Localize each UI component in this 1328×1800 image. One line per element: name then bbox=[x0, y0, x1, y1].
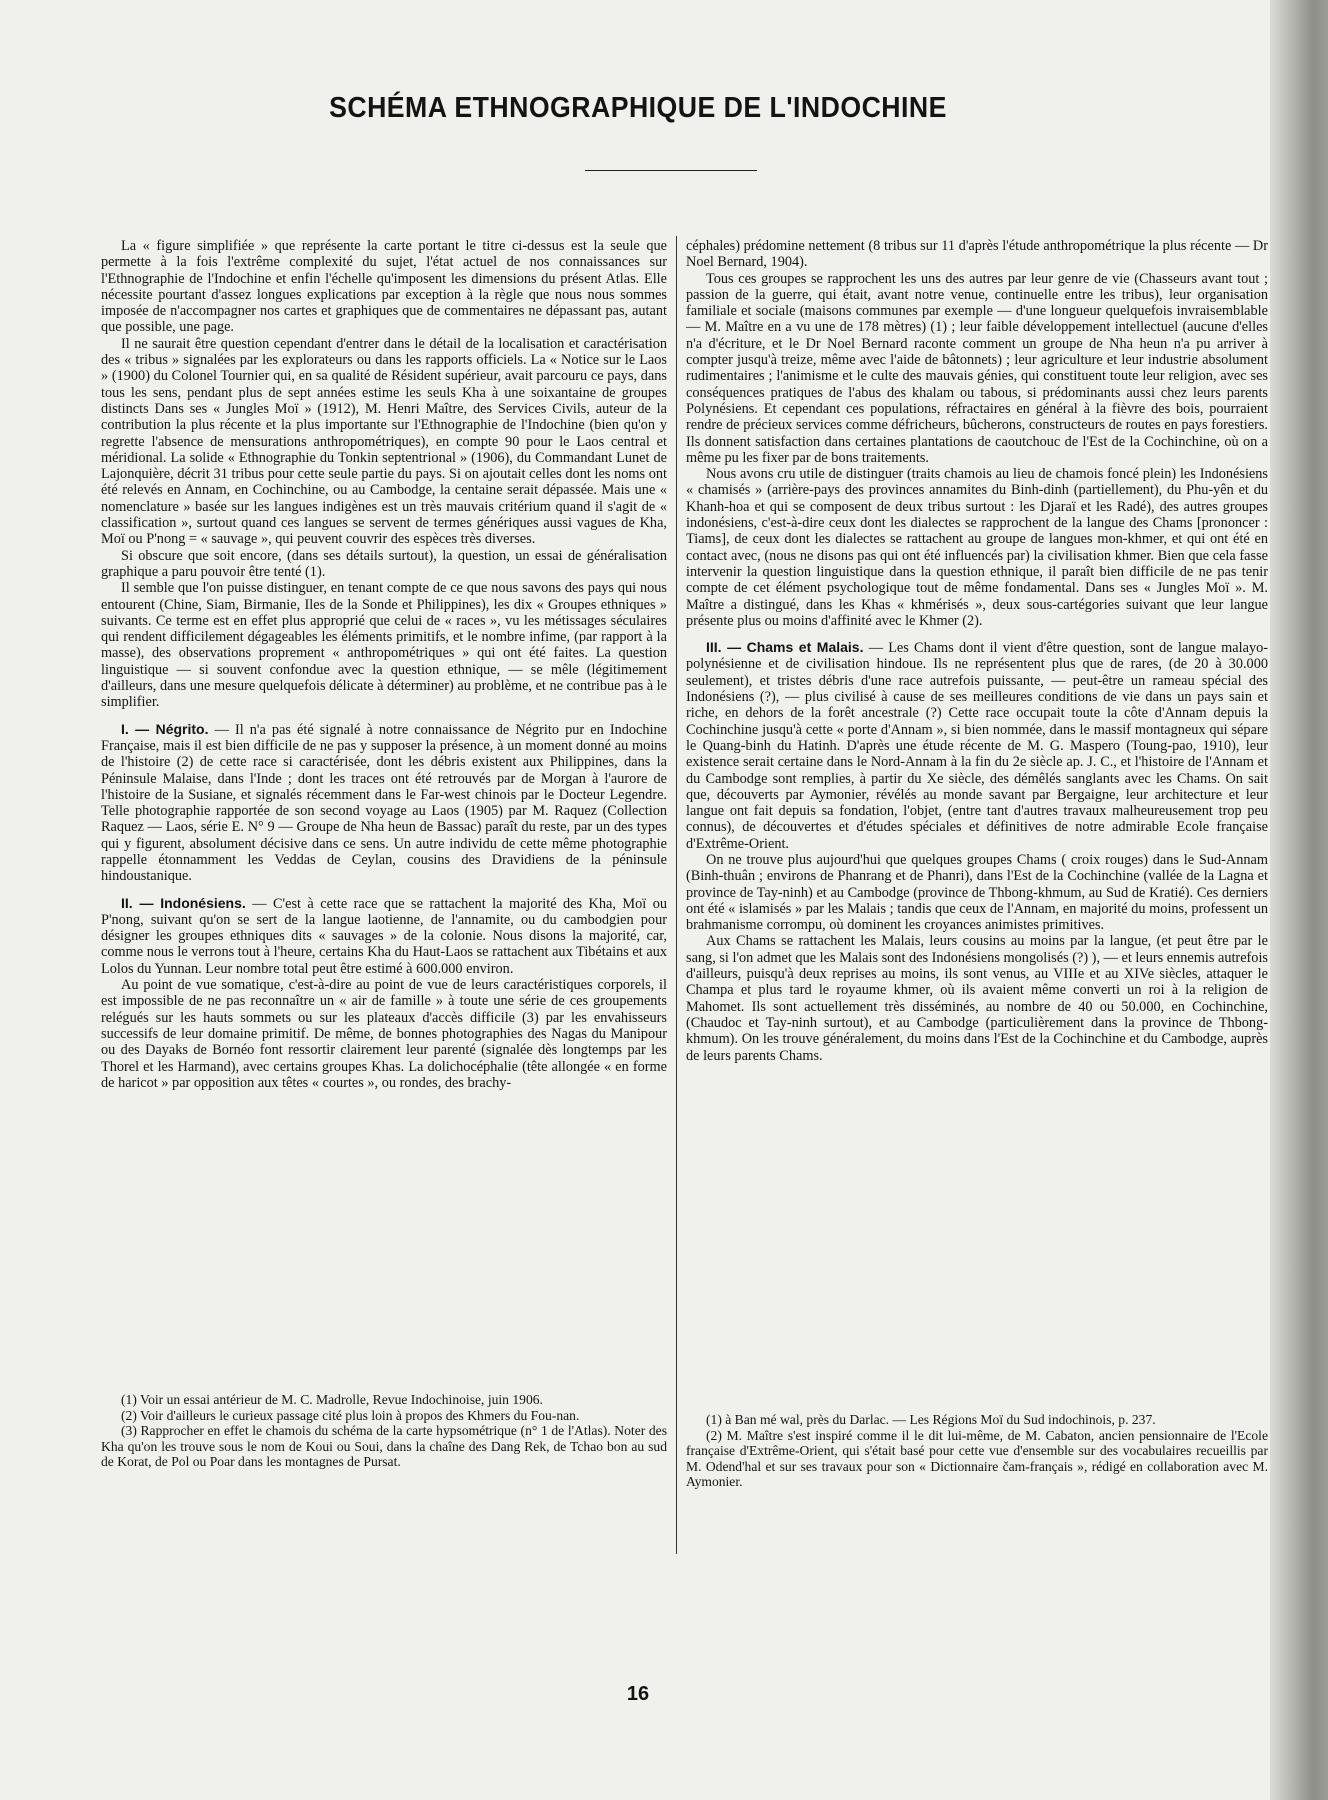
intro-paragraph-2: Il ne saurait être question cependant d'entrer dans le détail de la localisation et caractérisation des « tribus » signalées par les explorateurs ou dans les rapports officiels. La « Notice sur le Laos » (1900) du Colonel Tournier qui, en sa qualité de Résident supérieur, avait parcouru ce pays, dans tous les sens, pendant plus de sept années estime les seuls Kha à une soixantaine de groupes distincts Dans ses « Jungles Moï » (1912), M. Henri Maître, des Services Civils, auteur de la contribution la plus récente et la plus importante sur l'Ethnographie de l'Indochine (bien qu'on y regrette l'absence de mensurations anthropométriques), en compte 90 pour le Laos central et méridional. La solide « Ethnographie du Tonkin septentrional » (1906), du Commandant Lunet de Lajonquière, décrit 31 tribus pour cette seule partie du pays. Si on ajoutait celles dont les noms ont été relevés en Annam, en Cochinchine, ou au Cambodge, la centaine serait dépassée. Mais une « nomenclature » basée sur les langues indigènes est un très mauvais critérium quand il s'agit de « classification », surtout quand ces langues se servent de termes génériques aussi vagues de Kha, Moï ou P'nong = « sauvage », qui peuvent couvrir des espèces très diverses. bbox=[101, 335, 667, 548]
continued-paragraph: céphales) prédomine nettement (8 tribus sur 11 d'après l'étude anthropométrique la plus récente — Dr Noel Bernard, 1904). bbox=[686, 238, 1268, 271]
section-text-chams-malais: — Les Chams dont il vient d'être question, sont de langue malayo-polynésienne et de civilisation hindoue. Ils ne représentent plus que de rares, (de 20 à 30.000 seulement), et tristes débris d'une race autrefois puissante, — peut-être un rameau spécial des Indonésiens (?), — plus civilisé à cause de ses meilleures conditions de vie dans un pays sain et riche, en dehors de la forêt ancestrale (?) Cette race occupait toute la côte d'Annam depuis la Cochinchine jusqu'à cette « porte d'Annam », si bien nommée, dans le massif montagneux qui sépare le Quang-binh du Hatinh. D'après une étude récente de M. G. Maspero (Toung-pao, 1910), leur existence serait certaine dans le Nord-Annam à la fin du 2e siècle ap. J. C., et l'histoire de l'Annam et du Cambodge sont remplies, à partir du Xe siècle, des démêlés sanglants avec les Chams. On sait que, découverts par Aymonier, révélés au monde savant par Bergaigne, leur architecture et leur langue ont fait depuis sa fondation, l'objet, (entre tant d'autres travaux malheureusement trop peu connus), de découvertes et d'études spéciales et définitives de notre admirable Ecole française d'Extrême-Orient. bbox=[686, 640, 1268, 852]
intro-paragraph-3: Si obscure que soit encore, (dans ses détails surtout), la question, un essai de généralisation graphique a paru pouvoir être tenté (1). bbox=[101, 547, 667, 580]
section-chams-malais bbox=[686, 639, 1268, 852]
right-paragraph-3: Nous avons cru utile de distinguer (traits chamois au lieu de chamois foncé plein) les Indonésiens « chamisés » (arrière-pays des provinces annamites du Binh-dinh (partiellement), du Phu-yên et du Khanh-hoa et qui se composent de deux tribus surtout : les Djaraï et les Radé), des autres groupes indonésiens, c'est-à-dire ceux dont les dialectes se rapprochent de la langue des Chams [prononcer : Tiams], de ceux dont les dialectes se rattachent au groupe de langues mon-khmer, et qui ont été en contact avec, (nous ne disons pas qui ont été influencés par) la civilisation khmer. Bien que cela fasse intervenir la question linguistique dans la question ethnique, il paraît bien difficile de ne pas tenir compte de cet élément psychologique tout de même fondamental. Dans ses « Jungles Moï ». M. Maître a distingué, dans les Khas « khmérisés », deux sous-cartégories suivant que leur langue présente plus ou moins d'affinité avec le Khmer (2). bbox=[686, 466, 1268, 629]
footnote-left-3: (3) Rapprocher en effet le chamois du schéma de la carte hypsométrique (n° 1 de l'Atlas). Noter des Kha qu'on les trouve sous le nom de Koui ou Soui, dans la chaîne des Dang Rek, de Tchao bon au sud de Korat, de Pol ou Poar dans les montagnes de Pursat. bbox=[101, 1423, 667, 1470]
section-negrito bbox=[101, 721, 667, 885]
section-chams-paragraph-3: Aux Chams se rattachent les Malais, leurs cousins au moins par la langue, (et peut être par le sang, si l'on admet que les Malais sont des Indonésiens mongolisés (?) ), — et leurs ennemis autrefois d'ailleurs, puisqu'à deux reprises au moins, ils sont venus, au VIIIe et au XIVe siècles, attaquer le Champa et plus tard le royaume khmer, où ils avaient même converti un roi à la religion de Mahomet. Ils sont actuellement très disséminés, au nombre de 40 ou 50.000, en Cochinchine, (Chaudoc et Tay-ninh surtout), et au Cambodge (particulièrement dans la province de Thbong-khmum). On les trouve généralement, du moins dans l'Est de la Cochinchine et du Cambodge, auprès de leurs parents Chams. bbox=[686, 933, 1268, 1064]
column-divider bbox=[676, 236, 677, 1554]
intro-paragraph-1: La « figure simplifiée » que représente la carte portant le titre ci-dessus est la seule que permette à la fois l'extrême complexité du sujet, l'état actuel de nos connaissances sur l'Ethnographie de l'Indochine et enfin l'échelle qu'imposent les dimensions du présent Atlas. Elle nécessite pourtant d'assez longues explications par exception à la règle que nous nous sommes imposée de n'accompagner nos cartes et graphiques que de commentaires ne dépassant pas, autant que possible, une page. bbox=[101, 238, 667, 336]
footnote-left-2: (2) Voir d'ailleurs le curieux passage cité plus loin à propos des Khmers du Fou-nan. bbox=[121, 1407, 580, 1423]
footnotes-left bbox=[101, 1392, 667, 1470]
section-heading-indonesiens: II. — Indonésiens. bbox=[121, 894, 246, 911]
footnote-left-1: (1) Voir un essai antérieur de M. C. Madrolle, Revue Indochinoise, juin 1906. bbox=[121, 1392, 543, 1407]
left-column bbox=[101, 238, 667, 1542]
section-chams-paragraph-2: On ne trouve plus aujourd'hui que quelques groupes Chams ( croix rouges) dans le Sud-Annam (Binh-thuân ; environs de Phanrang et de Phanri), dans l'Est de la Cochinchine (vallée de la Lagna et province de Tay-ninh) et au Cambodge (province de Thbong-khmum, au Sud de Kratié). Ces derniers ont été « islamisés » par les Malais ; tandis que ceux de l'Annam, en majorité du moins, professent un brahmanisme corrompu, où dominent les croyances animistes primitives. bbox=[686, 851, 1268, 934]
section-indonesiens bbox=[101, 895, 667, 977]
footnotes-right bbox=[686, 1412, 1268, 1490]
right-paragraph-2: Tous ces groupes se rapprochent les uns des autres par leur genre de vie (Chasseurs avant tout ; passion de la guerre, qui était, avant notre venue, continuelle entre les tribus), leur organisation familiale et sociale (maisons communes par exemple — d'une longueur quelquefois invraisemblable — M. Maître en a vu une de 178 mètres) (1) ; leur faible développement intellectuel (aucune d'elles n'a d'écriture, et le Dr Noel Bernard raconte comment un groupe de Nha heun n'a pu arriver à compter jusqu'à treize, même avec l'aide de bâtonnets) ; leur agriculture et leur industrie absolument rudimentaires ; l'animisme et le culte des mauvais génies, qui constituent toute leur religion, avec ses conséquences pratiques de l'abus des khalam ou tabous, si prédominants aussi chez leurs parents Polynésiens. Et cependant ces populations, réfractaires en général à la fièvre des bois, pourraient rendre de précieux services comme défricheurs, bûcherons, constructeurs de routes en pays forestiers. Ils donnent satisfaction dans certaines plantations de caoutchouc de l'Est de la Cochinchine, où on a même pu les fixer par de bons traitements. bbox=[686, 270, 1268, 466]
footnote-right-2: (2) M. Maître s'est inspiré comme il le dit lui-même, de M. Cabaton, ancien pensionnaire de l'Ecole française d'Extrême-Orient, qui s'était basé pour cette vue d'ensemble sur des vocabulaires recueillis par M. Odend'hal et sur ses travaux pour son « Dictionnaire čam-français », rédigé en collaboration avec M. Aymonier. bbox=[686, 1427, 1268, 1490]
binding-shadow bbox=[1270, 0, 1328, 1800]
section-text-negrito: — Il n'a pas été signalé à notre connaissance de Négrito pur en Indochine Française, mais il est bien difficile de ne pas y supposer la présence, à un moment donné au moins de l'histoire (2) de cette race si caractérisée, dont les débris existent aux Philippines, dans la Péninsule Malaise, dans l'Inde ; dont les traces ont été retrouvés par de Morgan à l'aurore de l'histoire de la Susiane, et signalés récemment dans le Far-west chinois par le Docteur Legendre. Telle photographie rapportée de son second voyage au Laos (1905) par M. Raquez (Collection Raquez — Laos, série E. N° 9 — Groupe de Nha heun de Bassac) paraît du reste, par un des types qui y figurent, absolument décisive dans ce sens. Un autre individu de cette même photographie rappelle étonnamment les Veddas de Ceylan, cousins des Dravidiens de la péninsule hindoustanique. bbox=[101, 721, 667, 885]
section-heading-negrito: I. — Négrito. bbox=[121, 720, 209, 737]
intro-paragraph-4: Il semble que l'on puisse distinguer, en tenant compte de ce que nous savons des pays qui nous entourent (Chine, Siam, Birmanie, Iles de la Sonde et Philippines), les dix « Groupes ethniques » suivants. Ce terme est en effet plus approprié que celui de « races », vu les métissages séculaires qui rendent difficilement dégageables les éléments primitifs, et le nombre infime, (par rapport à la masse), des observations proprement « anthropométriques » qui ont été faites. La question linguistique — si souvent confondue avec la question ethnique, — se mêle (légitimement d'ailleurs, dans une mesure quelquefois délicate à déterminer) au problème, et ne contribue pas à le simplifier. bbox=[101, 580, 667, 711]
footnote-right-1: (1) à Ban mé wal, près du Darlac. — Les Régions Moï du Sud indochinois, p. 237. bbox=[706, 1412, 1156, 1427]
section-indonesiens-paragraph-2: Au point de vue somatique, c'est-à-dire au point de vue de leurs caractéristiques corporels, il est impossible de ne pas reconnaître un « air de famille » à toute une série de ces groupements relégués sur les hauts sommets ou sur les plateaux d'accès difficile (3) par les envahisseurs successifs de leur domaine primitif. De même, de bonnes photographies des Nagas du Manipour ou des Dayaks de Bornéo font ressortir clairement leur parenté (signalée dès longtemps par les Thorel et les Harmand), avec certains groupes Khas. La dolichocéphalie (tête allongée « en forme de haricot » par opposition aux têtes « courtes », ou rondes, des brachy- bbox=[101, 977, 667, 1091]
page-title: SCHÉMA ETHNOGRAPHIQUE DE L'INDOCHINE bbox=[329, 92, 947, 124]
page-number: 16 bbox=[626, 1683, 650, 1705]
section-heading-chams-malais: III. — Chams et Malais. bbox=[706, 639, 864, 656]
section-text-indonesiens: — C'est à cette race que se rattachent la majorité des Kha, Moï ou P'nong, suivant qu'on se sert de la langue laotienne, de l'annamite, ou du cambodgien pour désigner les groupes ethniques dits « sauvages » de la colonie. Nous disons la majorité, car, comme nous le verrons tout à l'heure, certains Kha du Haut-Laos se rattachent aux Tibétains et aux Lolos du Yunnan. Leur nombre total peut être estimé à 600.000 environ. bbox=[101, 895, 667, 977]
title-rule bbox=[585, 170, 757, 171]
right-column bbox=[686, 238, 1268, 1542]
